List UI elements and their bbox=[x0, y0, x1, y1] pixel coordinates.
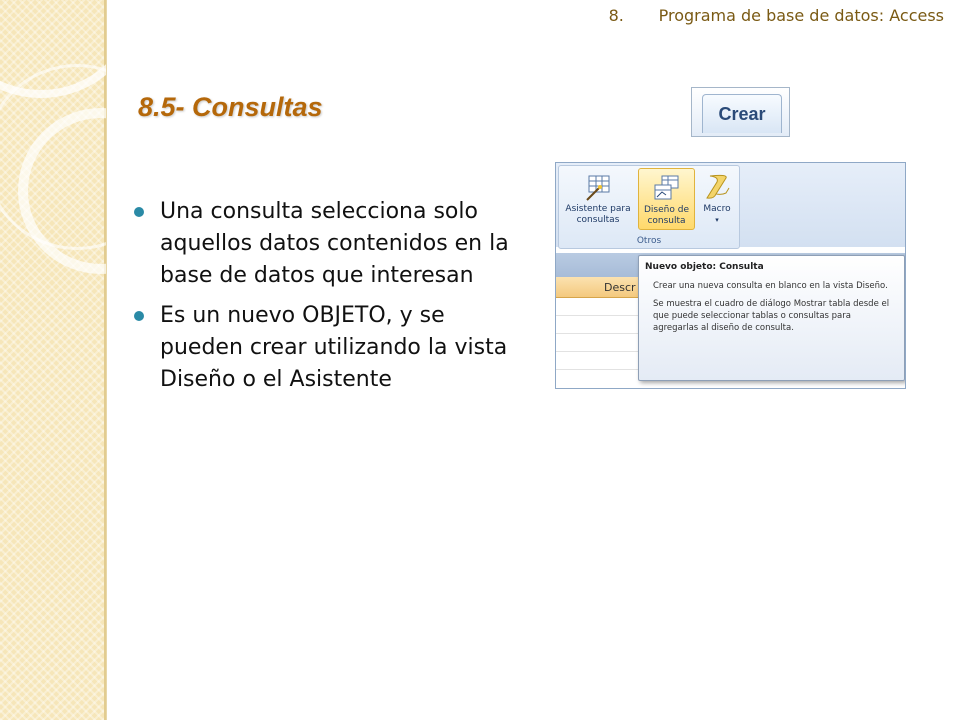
tooltip-description: Crear una nueva consulta en blanco en la vista Diseño. bbox=[653, 281, 888, 291]
macro-scroll-icon bbox=[702, 172, 732, 202]
ribbon-group-otros bbox=[558, 165, 740, 249]
query-wizard-label: Asistente para consultas bbox=[565, 204, 631, 225]
query-wizard-button[interactable] bbox=[561, 168, 635, 230]
column-header-label: Descr bbox=[604, 281, 636, 294]
crear-tab-screenshot bbox=[691, 87, 790, 137]
slide-header bbox=[609, 6, 944, 25]
bullet-text: Una consulta selecciona solo aquellos datos contenidos en la base de datos que interesan bbox=[160, 199, 509, 288]
header-number: 8. bbox=[608, 6, 624, 25]
chevron-down-icon[interactable]: ▾ bbox=[715, 216, 719, 224]
query-design-button[interactable] bbox=[638, 168, 695, 230]
section-title: 8.5- Consultas bbox=[138, 92, 323, 122]
tooltip-nuevo-objeto bbox=[638, 255, 905, 381]
bullet-text: Es un nuevo OBJETO, y se pueden crear utilizando la vista Diseño o el Asistente bbox=[160, 303, 508, 392]
query-design-label: Diseño de consulta bbox=[644, 205, 689, 226]
tooltip-description: Se muestra el cuadro de diálogo Mostrar tabla desde el que puede seleccionar tablas o consultas para agregarlas al diseño de consulta. bbox=[653, 299, 890, 333]
list-item bbox=[134, 300, 514, 396]
bullet-dot-icon bbox=[134, 311, 144, 321]
ribbon-screenshot bbox=[555, 162, 906, 389]
bullet-dot-icon bbox=[134, 207, 144, 217]
crear-tab[interactable]: Crear bbox=[702, 94, 782, 133]
query-design-icon bbox=[652, 173, 682, 203]
list-item bbox=[134, 196, 514, 292]
tooltip-title: Nuevo objeto: Consulta bbox=[645, 262, 764, 272]
query-wizard-icon bbox=[583, 172, 613, 202]
macro-button[interactable] bbox=[698, 168, 736, 230]
macro-label: Macro bbox=[703, 204, 731, 214]
header-title: Programa de base de datos: Access bbox=[658, 6, 944, 25]
strip-divider bbox=[106, 0, 107, 720]
bullet-list bbox=[134, 196, 514, 404]
group-label: Otros bbox=[636, 236, 662, 246]
decorative-side-strip bbox=[0, 0, 106, 720]
